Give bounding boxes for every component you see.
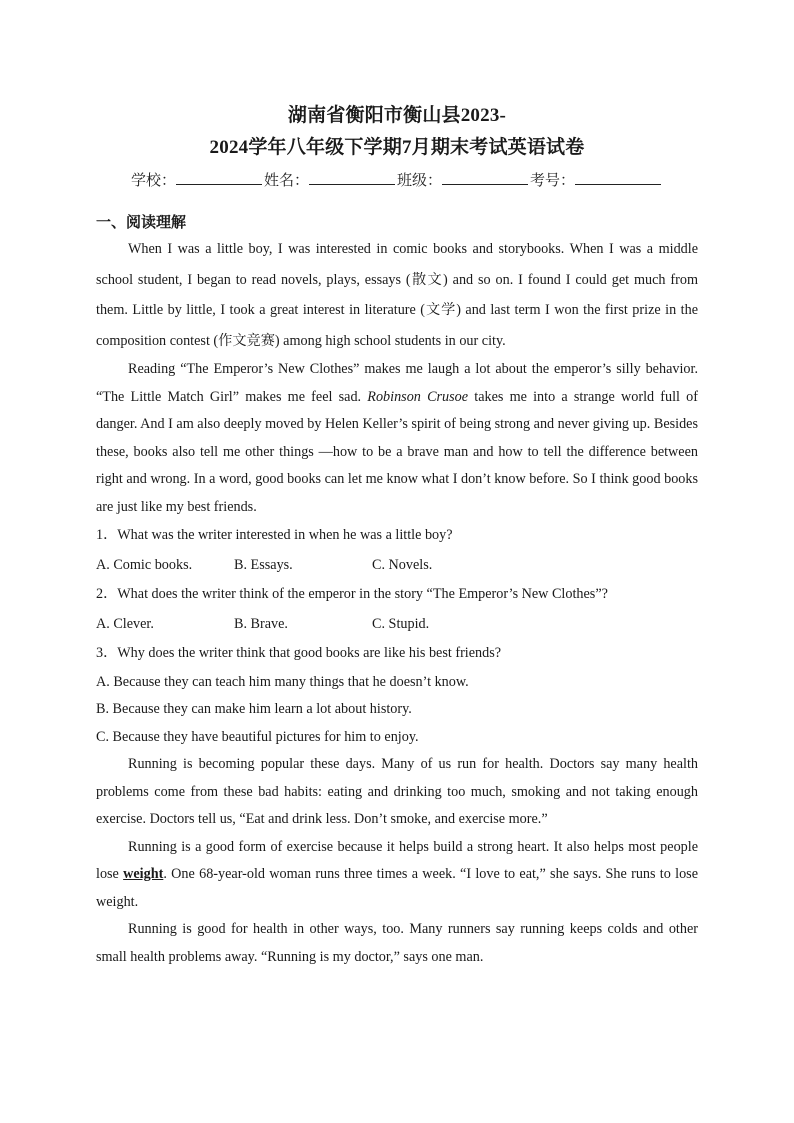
q1-option-a[interactable]: A. Comic books. (96, 556, 193, 573)
q1-option-c[interactable]: C. Novels. (372, 556, 433, 573)
exam-title (96, 100, 698, 164)
q3-option-c[interactable]: C. Because they have beautiful pictures for him to enjoy. (96, 728, 419, 745)
passage2-p2-text-b: . One 68-year-old woman runs three times a week. “I love to eat,” she says. She runs to lose weight. (96, 866, 698, 910)
exam-number-blank[interactable] (575, 170, 661, 185)
q2-option-b[interactable]: B. Brave. (234, 615, 288, 632)
title-line-2: 2024学年八年级下学期7月期末考试英语试卷 (209, 137, 585, 158)
q2-option-a[interactable]: A. Clever. (96, 615, 154, 632)
passage2-paragraph-1: Running is becoming popular these days. Many of us run for health. Doctors say many health problems come from these bad habits: eating and drinking too much, smoking and not taking enough exercise. Doctors tell us, “Eat and drink less. Don’t smoke, and exercise more.” (96, 756, 698, 827)
section-title: 一、阅读理解 (96, 213, 187, 231)
passage1-paragraph-2 (96, 356, 698, 521)
student-info-row (96, 168, 698, 192)
passage1-paragraph-1: When I was a little boy, I was interested in comic books and storybooks. When I was a middle school student, I began to read novels, plays, essays (散文) and so on. I found I could get much from them. Little by little, I took a great interest in literature (文学) and last term I won the first prize in the composition contest (作文竞赛) among high school students in our city. (96, 241, 698, 349)
exam-number-label: 考号： (530, 171, 576, 189)
question-2-options (96, 610, 698, 640)
class-label: 班级： (397, 171, 443, 189)
title-line-1: 湖南省衡阳市衡山县2023- (287, 105, 507, 126)
underlined-word-weight: weight (123, 866, 164, 882)
school-blank[interactable] (176, 170, 262, 185)
q2-option-c[interactable]: C. Stupid. (372, 615, 430, 632)
school-label: 学校： (130, 171, 176, 189)
question-2-stem: 2．What does the writer think of the emperor in the story “The Emperor’s New Clothes”? (96, 586, 608, 602)
passage2-paragraph-2 (96, 834, 698, 917)
q3-option-a[interactable]: A. Because they can teach him many things that he doesn’t know. (96, 673, 469, 690)
q3-option-b[interactable]: B. Because they can make him learn a lot about history. (96, 701, 412, 717)
passage2-paragraph-3: Running is good for health in other ways, too. Many runners say running keeps colds and other small health problems away. “Running is my doctor,” says one man. (96, 921, 698, 965)
q1-option-b[interactable]: B. Essays. (234, 556, 293, 573)
exam-page (96, 100, 698, 971)
passage1-p2-text-b: takes me into a strange world full of danger. And I am also deeply moved by Helen Keller’s spirit of being strong and never giving up. Besides these, books also tell me other things —how to be a brave man and how to tell the difference between right and wrong. In a word, good books can let me know what I don’t know before. So I think good books are just like my best friends. (96, 388, 698, 515)
question-3-stem: 3．Why does the writer think that good books are like his best friends? (96, 645, 502, 661)
question-1-stem: 1．What was the writer interested in when he was a little boy? (96, 527, 453, 543)
question-1-options (96, 551, 698, 581)
name-blank[interactable] (309, 170, 395, 185)
class-blank[interactable] (442, 170, 528, 185)
passage1-p2-text-a: Reading “The Emperor’s New Clothes” makes me laugh a lot about the emperor’s silly behavior. “The Little Match Girl” makes me feel sad. (96, 361, 698, 405)
book-title-robinson: Robinson Crusoe (367, 388, 469, 405)
name-label: 姓名： (263, 171, 309, 189)
passage2-p2-text-a: Running is a good form of exercise because it helps build a strong heart. It also helps most people lose (96, 838, 698, 882)
